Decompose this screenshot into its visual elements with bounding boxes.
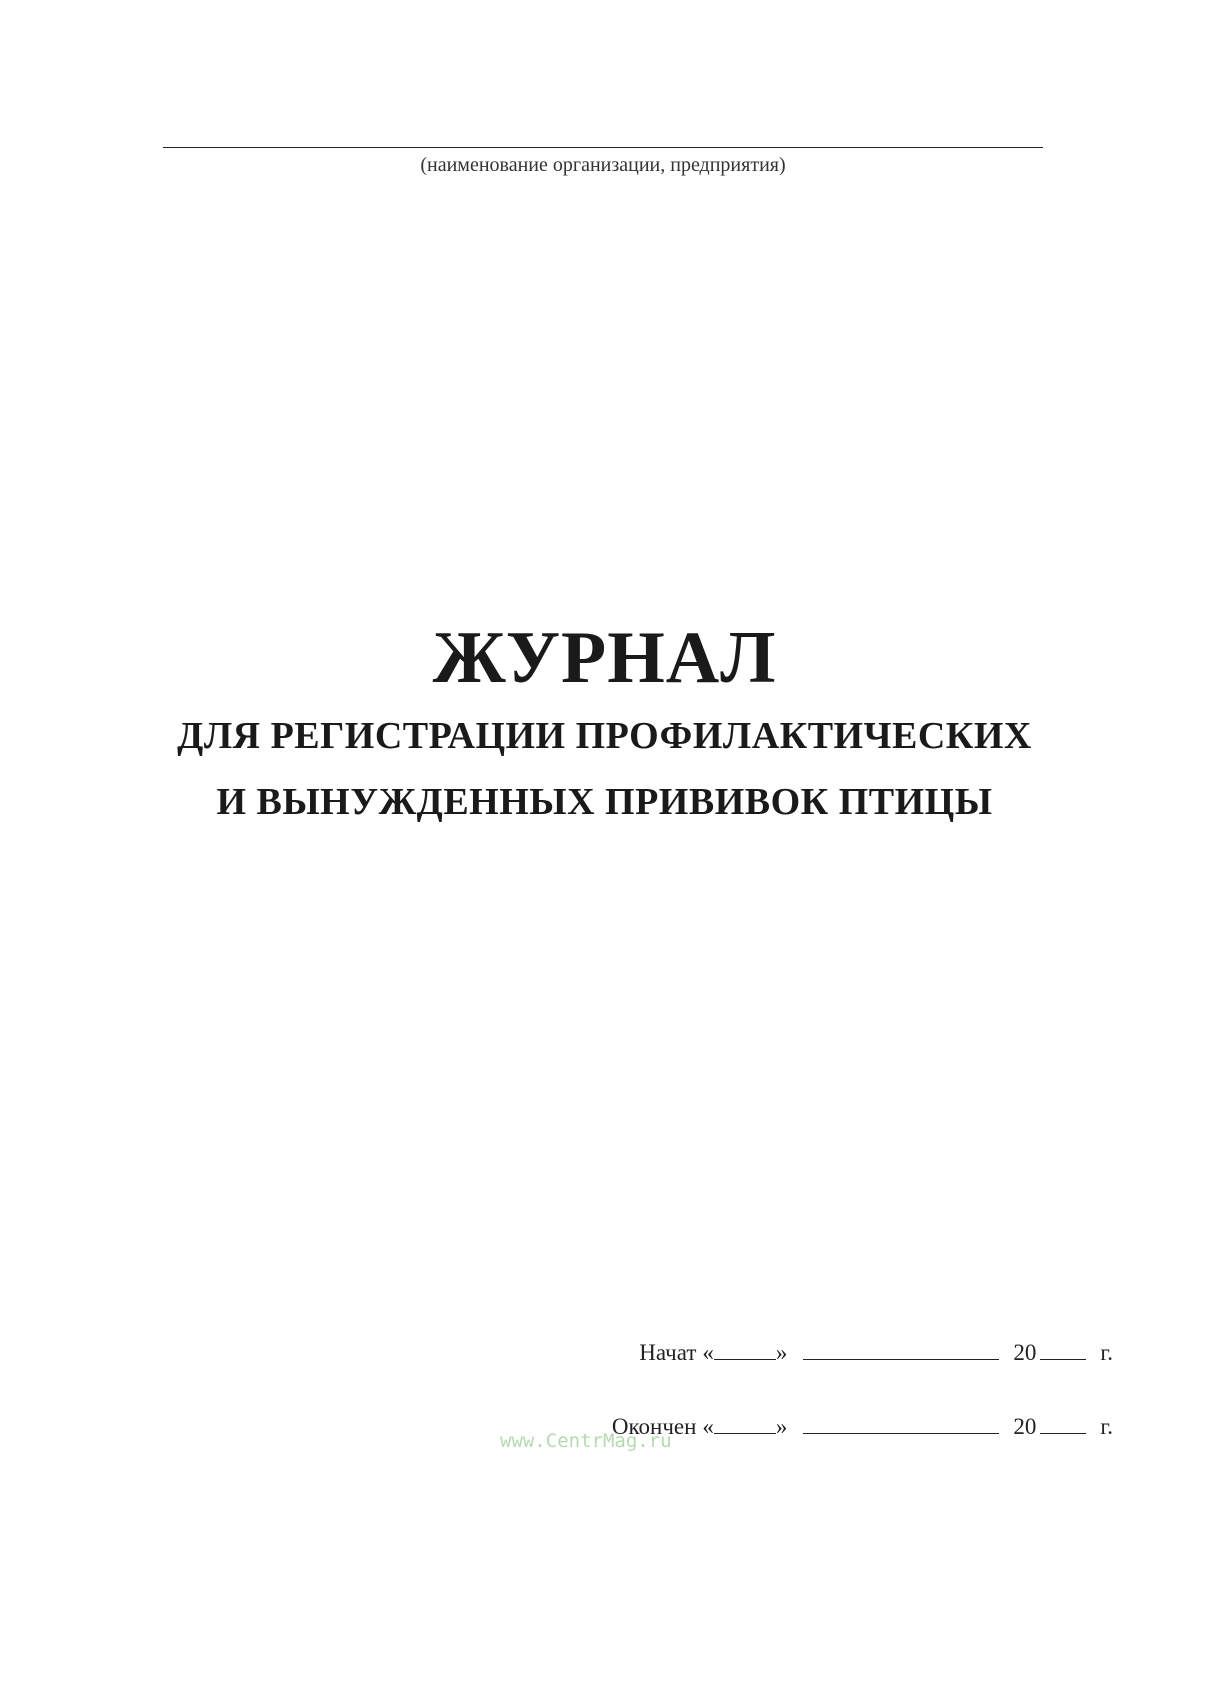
close-quote: » [775, 1414, 788, 1439]
open-quote: « [702, 1414, 714, 1439]
ended-year-suffix: г. [1100, 1414, 1113, 1439]
ended-year-blank [1040, 1415, 1086, 1434]
ended-year-prefix: 20 [1013, 1414, 1037, 1439]
close-quote: » [775, 1340, 788, 1365]
journal-title: ЖУРНАЛ [432, 617, 777, 699]
started-year-blank [1040, 1341, 1086, 1360]
organization-name-line [163, 147, 1043, 148]
started-date-row [639, 1340, 1113, 1366]
started-year-prefix: 20 [1013, 1340, 1037, 1365]
journal-subtitle-line-1: ДЛЯ РЕГИСТРАЦИИ ПРОФИЛАКТИЧЕСКИХ [177, 715, 1032, 757]
started-day-blank [714, 1341, 776, 1360]
started-label: Начат [639, 1340, 697, 1365]
ended-day-blank [714, 1415, 776, 1434]
journal-subtitle-line-2: И ВЫНУЖДЕННЫХ ПРИВИВОК ПТИЦЫ [216, 781, 993, 823]
started-year-suffix: г. [1100, 1340, 1113, 1365]
organization-caption: (наименование организации, предприятия) [420, 154, 786, 176]
ended-date-row [612, 1414, 1113, 1440]
open-quote: « [702, 1340, 714, 1365]
started-month-blank [803, 1341, 999, 1360]
ended-label: Окончен [611, 1414, 697, 1439]
ended-month-blank [803, 1415, 999, 1434]
watermark: www.CentrMag.ru [500, 1430, 672, 1452]
